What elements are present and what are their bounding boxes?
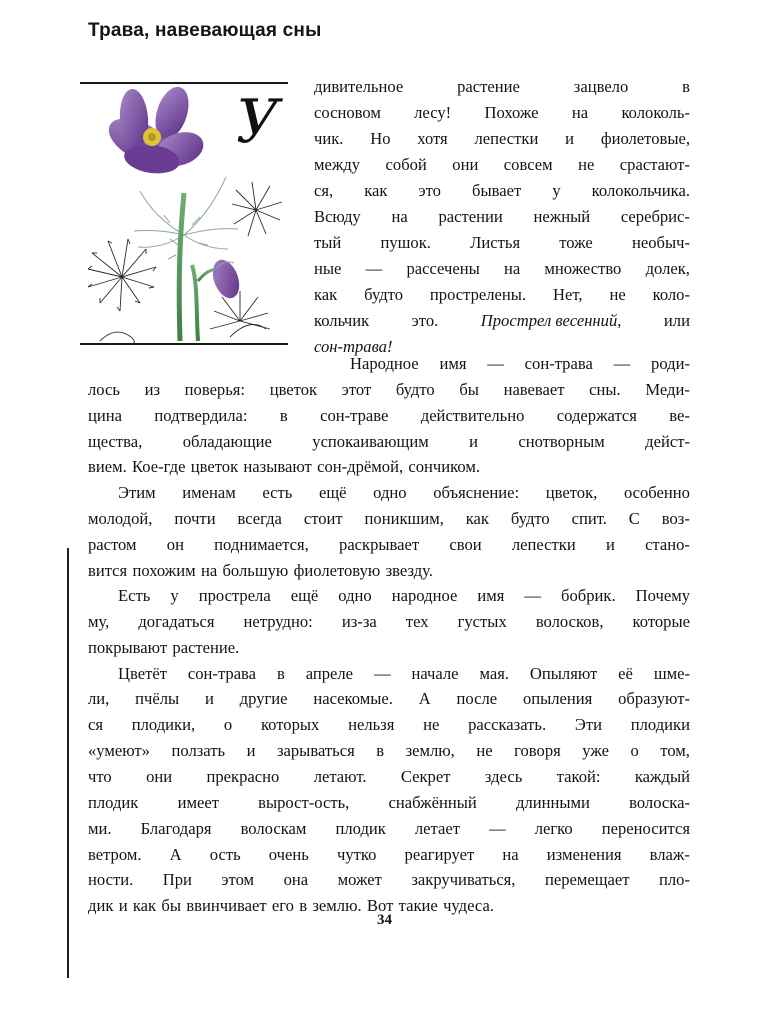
word: дик	[88, 896, 114, 915]
word: Вот	[366, 896, 394, 915]
word: может	[337, 870, 382, 889]
word: и	[469, 432, 478, 451]
word: Листья	[470, 233, 521, 252]
word: ные	[314, 259, 342, 278]
word: совсем	[503, 155, 553, 174]
word: собой	[385, 155, 427, 174]
word: нетрудно:	[243, 612, 313, 631]
word: у	[552, 181, 561, 200]
text-line	[88, 741, 690, 761]
word: на	[502, 845, 519, 864]
word: множество	[544, 259, 622, 278]
word: ость	[209, 845, 241, 864]
text-line	[88, 715, 690, 735]
word: вием.	[88, 457, 127, 476]
word: одно	[373, 483, 407, 502]
margin-rule	[67, 548, 69, 978]
figure-bottom-rule	[80, 343, 288, 345]
word: пушок.	[380, 233, 431, 252]
word: —	[524, 586, 541, 605]
text-line	[88, 767, 690, 787]
text-line	[88, 432, 690, 452]
word: тех	[405, 612, 429, 631]
word: похожим	[132, 561, 196, 580]
word: том,	[660, 741, 690, 760]
word: будто	[395, 380, 435, 399]
word: ве-	[669, 406, 690, 425]
word: говоря	[514, 741, 561, 760]
word: зарываться	[276, 741, 355, 760]
word: пло-	[659, 870, 690, 889]
word: как	[465, 509, 489, 528]
word: густых	[457, 612, 507, 631]
text-line	[314, 285, 690, 305]
word: плодик	[88, 793, 139, 812]
drop-cap: У	[236, 87, 280, 157]
text-line	[314, 259, 690, 279]
word: такие	[398, 896, 438, 915]
word: как	[364, 181, 388, 200]
word: серебрис-	[620, 207, 690, 226]
word: Похоже	[484, 103, 539, 122]
word: влаж-	[649, 845, 690, 864]
word: ввинчивает	[186, 896, 267, 915]
word: фиолетовую	[293, 561, 381, 580]
word: А	[169, 845, 182, 864]
text-line	[314, 103, 690, 123]
word: о	[630, 741, 639, 760]
word: —	[373, 664, 391, 683]
word: которых	[260, 715, 320, 734]
page-number: 34	[377, 912, 392, 928]
text-line	[118, 586, 690, 606]
word: щества,	[88, 432, 143, 451]
word: сон-трава	[187, 664, 257, 683]
word: о	[223, 715, 233, 734]
word: —	[489, 819, 506, 838]
word: «умеют»	[88, 741, 150, 760]
word: Эти	[574, 715, 602, 734]
text-line	[88, 612, 690, 632]
word: ветром.	[88, 845, 142, 864]
word: Опыляют	[529, 664, 598, 683]
word: всегда	[237, 509, 282, 528]
word: Прострел весенний,	[480, 311, 622, 330]
word: вырост-ость,	[258, 793, 350, 812]
word: ми.	[88, 819, 112, 838]
word: и	[204, 689, 214, 708]
word: Нет,	[553, 285, 583, 304]
word: очень	[268, 845, 309, 864]
word: насекомые.	[313, 689, 393, 708]
figure-top-rule	[80, 82, 288, 84]
word: ещё	[318, 483, 347, 502]
word: —	[613, 354, 631, 373]
word: покрывают	[88, 638, 168, 657]
word: цветок	[190, 457, 239, 476]
word: обладающие	[182, 432, 272, 451]
word: между	[314, 155, 361, 174]
word: она	[283, 870, 309, 889]
word: и	[246, 741, 256, 760]
word: Есть	[118, 586, 151, 605]
word: в	[279, 406, 288, 425]
word: такой:	[556, 767, 601, 786]
word: свои	[449, 535, 482, 554]
text-line	[88, 535, 690, 555]
word: он	[166, 535, 184, 554]
word: дейст-	[645, 432, 690, 451]
word: именам	[182, 483, 236, 502]
text-line	[118, 483, 690, 503]
word: ся	[88, 715, 103, 734]
word: —	[365, 259, 383, 278]
word: землю,	[405, 741, 455, 760]
word: Секрет	[400, 767, 451, 786]
word: —	[487, 354, 504, 373]
word: изменения	[546, 845, 622, 864]
word: ли,	[88, 689, 110, 708]
page-title: Трава, навевающая сны	[88, 20, 322, 41]
word: догадаться	[138, 612, 215, 631]
word: навевает	[503, 380, 565, 399]
word: апреле	[305, 664, 354, 683]
word: каждый	[634, 767, 690, 786]
word: Меди-	[645, 380, 690, 399]
word: Благодаря	[140, 819, 212, 838]
word: сны.	[589, 380, 621, 399]
word: стоит	[303, 509, 343, 528]
word: хотя	[417, 129, 448, 148]
word: начале	[411, 664, 459, 683]
word: спит.	[571, 509, 607, 528]
word: землю.	[312, 896, 362, 915]
word: это	[418, 181, 441, 200]
text-line	[88, 870, 690, 890]
word: Кое-где	[132, 457, 186, 476]
word: чутко	[336, 845, 377, 864]
text-line	[88, 406, 690, 426]
word: роди-	[651, 354, 690, 373]
word: нежный	[533, 207, 591, 226]
word: которые	[632, 612, 690, 631]
word: снабжённый	[388, 793, 477, 812]
word: прекрасно	[206, 767, 280, 786]
text-line	[88, 793, 690, 813]
word: в	[276, 664, 285, 683]
word: плодик	[335, 819, 386, 838]
word: фиолетовые,	[600, 129, 690, 148]
text-line	[88, 689, 690, 709]
word: после	[456, 689, 498, 708]
word: поднимается,	[214, 535, 309, 554]
word: этот	[341, 380, 372, 399]
word: уже	[582, 741, 609, 760]
text-line	[88, 457, 633, 477]
word: летают.	[313, 767, 367, 786]
word: у	[170, 586, 179, 605]
word: бы	[161, 896, 182, 915]
text-line	[88, 638, 308, 658]
word: имя	[477, 586, 505, 605]
word: успокаивающим	[312, 432, 429, 451]
word: ности.	[88, 870, 134, 889]
word: пчёлы	[135, 689, 180, 708]
word: особенно	[623, 483, 690, 502]
word: объяснение:	[433, 483, 520, 502]
text-line	[88, 561, 568, 581]
word: поникшим,	[364, 509, 444, 528]
text-line	[314, 155, 690, 175]
word: А	[418, 689, 431, 708]
word: здесь	[484, 767, 523, 786]
word: раскрывает	[339, 535, 420, 554]
word: дивительное	[314, 77, 404, 96]
word: лось	[88, 380, 120, 399]
word: они	[146, 767, 173, 786]
word: ползать	[171, 741, 226, 760]
word: на	[571, 103, 589, 122]
word: При	[162, 870, 192, 889]
text-line	[88, 380, 690, 400]
word: растение	[457, 77, 520, 96]
text-line	[88, 896, 633, 916]
word: большую	[222, 561, 289, 580]
text-line	[314, 311, 690, 331]
word: цветок	[269, 380, 318, 399]
word: ся,	[314, 181, 334, 200]
word: и	[118, 896, 128, 915]
word: Этим	[118, 483, 156, 502]
text-line	[350, 354, 690, 374]
word: тый	[314, 233, 342, 252]
word: будто	[510, 509, 550, 528]
word: цветок,	[545, 483, 598, 502]
word: кольчик	[314, 311, 370, 330]
word: Всюду	[314, 207, 361, 226]
word: или	[663, 311, 690, 330]
word: звезду.	[385, 561, 433, 580]
word: его	[271, 896, 294, 915]
word: долек,	[645, 259, 690, 278]
word: в	[299, 896, 308, 915]
word: волоскам	[240, 819, 307, 838]
word: вится	[88, 561, 128, 580]
word: Но	[370, 129, 391, 148]
word: мая.	[479, 664, 509, 683]
word: срастают-	[619, 155, 690, 174]
word: прострела	[198, 586, 271, 605]
word: бывает	[472, 181, 522, 200]
word: они	[452, 155, 479, 174]
word: как	[132, 896, 157, 915]
word: сон-трава!	[314, 337, 393, 356]
word: как	[314, 285, 338, 304]
word: ещё	[290, 586, 319, 605]
word: из-за	[341, 612, 377, 631]
word: не	[476, 741, 493, 760]
word: лепестки	[474, 129, 539, 148]
word: на	[503, 259, 521, 278]
word: коло-	[652, 285, 690, 304]
word: перемещает	[544, 870, 630, 889]
word: что	[88, 767, 112, 786]
text-line	[118, 664, 690, 684]
word: действительно	[420, 406, 525, 425]
word: сончиком.	[408, 457, 481, 476]
text-line	[88, 819, 690, 839]
word: бы	[459, 380, 479, 399]
word: и	[565, 129, 575, 148]
word: её	[618, 664, 633, 683]
word: реагирует	[404, 845, 475, 864]
word: называют	[243, 457, 312, 476]
text-line	[314, 181, 690, 201]
word: Цветёт	[118, 664, 167, 683]
word: чик.	[314, 129, 344, 148]
word: растении	[438, 207, 503, 226]
word: будто	[364, 285, 403, 304]
word: в	[682, 77, 690, 96]
word: не	[423, 715, 440, 734]
word: чудеса.	[443, 896, 494, 915]
word: опыления	[522, 689, 593, 708]
word: это.	[411, 311, 439, 330]
word: содержатся	[556, 406, 637, 425]
word: закручиваться,	[411, 870, 516, 889]
word: зацвело	[573, 77, 629, 96]
word: одно	[338, 586, 372, 605]
word: на	[200, 561, 218, 580]
word: нельзя	[348, 715, 395, 734]
word: не	[609, 285, 626, 304]
word: тоже	[559, 233, 593, 252]
text-line	[314, 207, 690, 227]
word: необыч-	[631, 233, 690, 252]
text-line	[314, 129, 690, 149]
word: переносится	[601, 819, 690, 838]
word: му,	[88, 612, 110, 631]
word: сон-трава	[524, 354, 593, 373]
illustration	[80, 82, 288, 346]
word: растение.	[172, 638, 240, 657]
word: прострелены.	[429, 285, 527, 304]
word: народное	[391, 586, 458, 605]
word: колоколь-	[621, 103, 690, 122]
word: легко	[534, 819, 573, 838]
word: волоска-	[629, 793, 690, 812]
word: летает	[414, 819, 460, 838]
text-line	[314, 233, 690, 253]
word: другие	[239, 689, 288, 708]
word: колокольчика.	[591, 181, 690, 200]
word: образуют-	[618, 689, 690, 708]
word: из	[144, 380, 161, 399]
word: сон-дрёмой,	[317, 457, 404, 476]
word: плодики	[630, 715, 690, 734]
word: стано-	[645, 535, 690, 554]
word: бобрик.	[561, 586, 616, 605]
word: Народное	[350, 354, 419, 373]
word: имеет	[177, 793, 219, 812]
word: лепестки	[511, 535, 576, 554]
word: не	[578, 155, 595, 174]
word: имя	[439, 354, 467, 373]
word: рассказать.	[468, 715, 547, 734]
word: воз-	[661, 509, 690, 528]
word: снотворным	[518, 432, 605, 451]
word: есть	[262, 483, 293, 502]
word: С	[628, 509, 640, 528]
word: цина	[88, 406, 123, 425]
word: этом	[221, 870, 255, 889]
word: растом	[88, 535, 137, 554]
text-line	[314, 77, 690, 97]
word: Почему	[635, 586, 690, 605]
word: в	[376, 741, 385, 760]
word: сон-траве	[320, 406, 389, 425]
word: поверья:	[184, 380, 246, 399]
word: длинными	[516, 793, 590, 812]
word: молодой,	[88, 509, 153, 528]
word: сосновом	[314, 103, 381, 122]
word: рассечены	[406, 259, 480, 278]
word: на	[391, 207, 408, 226]
word: шме-	[653, 664, 690, 683]
word: плодики,	[131, 715, 196, 734]
word: подтвердила:	[154, 406, 248, 425]
word: и	[605, 535, 615, 554]
text-line	[88, 845, 690, 865]
word: волосков,	[535, 612, 604, 631]
text-line	[88, 509, 690, 529]
word: лесу!	[414, 103, 452, 122]
word: почти	[174, 509, 216, 528]
